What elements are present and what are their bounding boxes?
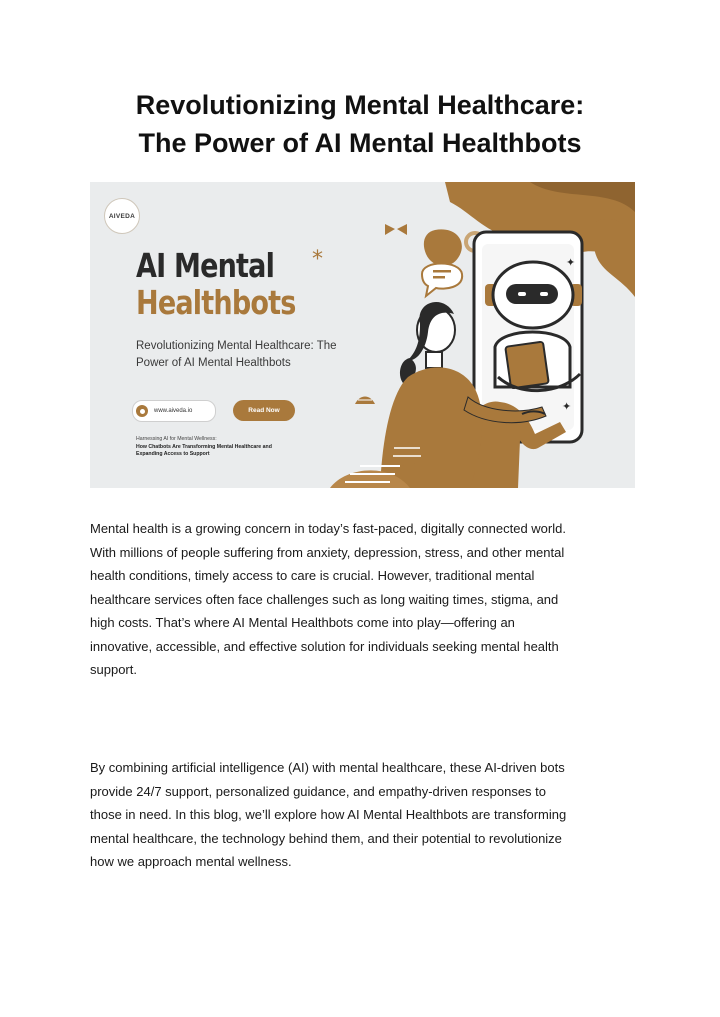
banner-title-line-2: Healthbots [136,283,296,322]
banner-url-text: www.aiveda.io [154,408,193,414]
paragraph-line: health conditions, timely access to care is crucial. However, traditional mental [90,568,535,583]
read-now-button: Read Now [233,400,295,421]
paragraph-line: By combining artificial intelligence (AI) with mental healthcare, these AI-driven bots [90,760,565,775]
paragraph-line: mental healthcare, the technology behind them, and their potential to revolutionize [90,830,562,846]
asterisk-icon: * [312,247,323,272]
banner-url-pill [132,400,216,422]
paragraph-overview [90,756,635,874]
banner-note-heading: Harnessing AI for Mental Wellness: [136,436,217,442]
banner-note-line: Expanding Access to Support [136,451,210,457]
title-line-2: The Power of AI Mental Healthbots [138,128,582,158]
banner-subtitle-line: Power of AI Mental Healthbots [136,357,291,369]
paragraph-intro [90,517,635,682]
banner-title-line-1: AI Mental [136,246,275,285]
paragraph-line: those in need. In this blog, we’ll explore how AI Mental Healthbots are transforming [90,807,567,822]
paragraph-line: With millions of people suffering from anxiety, depression, stress, and other mental [90,544,565,560]
paragraph-line: high costs. That’s where AI Mental Healthbots come into play—offering an [90,615,515,630]
paragraph-line: healthcare services often face challenges such as long waiting times, stigma, and [90,591,559,607]
banner-note-body [136,444,336,458]
paragraph-line: provide 24/7 support, personalized guidance, and empathy-driven responses to [90,783,547,799]
banner-illustration [90,182,635,488]
paragraph-line: support. [90,662,137,677]
speech-bubble-icon [422,264,462,297]
paragraph-line: innovative, accessible, and effective solution for individuals seeking mental health [90,638,559,654]
svg-text:✦: ✦ [562,400,572,413]
paragraph-line: Mental health is a growing concern in today’s fast-paced, digitally connected world. [90,521,566,536]
banner-subtitle-line: Revolutionizing Mental Healthcare: The [136,340,337,352]
hero-banner-image [90,182,635,488]
bow-icon [385,224,407,235]
page-title [0,86,720,162]
banner-note-line: How Chatbots Are Transforming Mental Healthcare and [136,444,272,450]
banner-subtitle [136,338,386,372]
aiveda-logo: AIVEDA [104,198,140,234]
title-line-1: Revolutionizing Mental Healthcare: [135,90,585,120]
svg-text:✦: ✦ [566,256,576,269]
globe-icon [136,405,148,417]
paragraph-line: how we approach mental wellness. [90,854,292,869]
